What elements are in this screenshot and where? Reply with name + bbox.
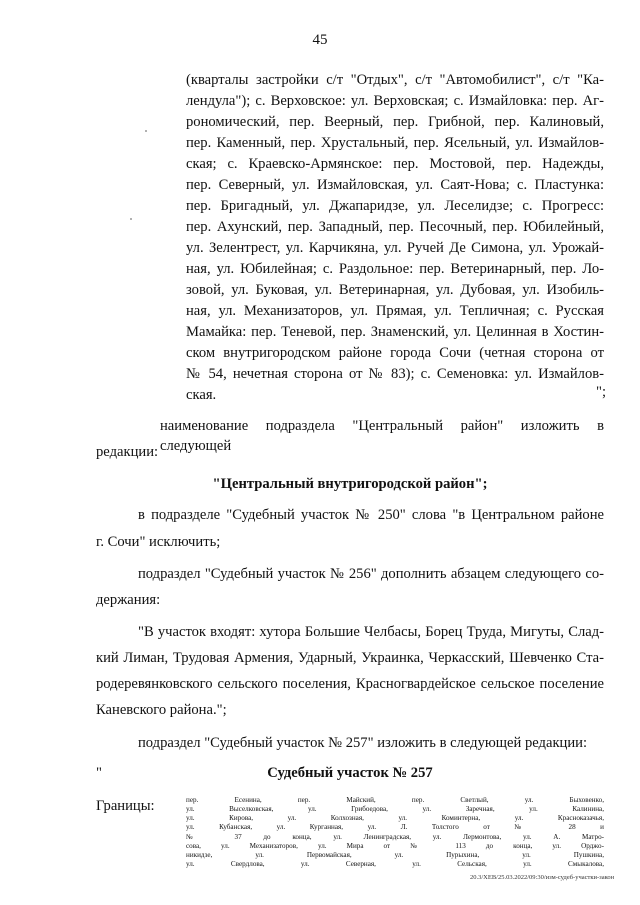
text-line: пер. Ахунский, пер. Западный, пер. Песочный, пер. Юбилейный, bbox=[186, 219, 604, 235]
text-line: ная, ул. Юбилейная; с. Раздольное: пер. Ветеринарный, пер. Ло- bbox=[186, 261, 604, 277]
closing-quote: "; bbox=[596, 384, 607, 400]
text-line: пер. Бригадный, ул. Джапаридзе, ул. Леселидзе; с. Прогресс: bbox=[186, 198, 604, 214]
paragraph-256-cont: держания: bbox=[96, 592, 161, 608]
text-line: пер. Каменный, пер. Хрустальный, пер. Ясельный, ул. Измайлов- bbox=[186, 135, 604, 151]
text-line: № 54, нечетная сторона от № 83); с. Семеновка: ул. Измайлов- bbox=[186, 366, 604, 382]
text-line: Мамайка: пер. Теневой, пер. Знаменский, ул. Целинная в Хостин- bbox=[186, 324, 604, 340]
paragraph-rename-central: наименование подраздела "Центральный район" изложить в следующей bbox=[160, 418, 604, 454]
text-line: ская; с. Краевско-Армянское: пер. Мостовой, пер. Надежды, bbox=[186, 156, 604, 172]
paragraph-250-cont: г. Сочи" исключить; bbox=[96, 534, 221, 550]
quote-line: кий Лиман, Трудовая Армения, Ударный, Украинка, Черкасский, Шевченко Ста- bbox=[96, 650, 604, 666]
boundaries-line: ул. Кубанская, ул. Курганная, ул. Л. Толстого от № 28 и bbox=[186, 823, 604, 832]
text-line: ная, ул. Механизаторов, ул. Прямая, ул. Тепличная; с. Русская bbox=[186, 303, 604, 319]
open-quote: " bbox=[96, 765, 102, 781]
quote-line: родеревянковского сельского поселения, Красногвардейское сельское поселение bbox=[96, 676, 604, 692]
boundaries-label: Границы: bbox=[96, 798, 155, 814]
text-line: лендула"); с. Верховское: ул. Верховская; с. Измайловка: пер. Аг- bbox=[186, 93, 604, 109]
text-line: ул. Зелентрест, ул. Карчикяна, ул. Ручей Де Симона, ул. Урожай- bbox=[186, 240, 604, 256]
boundaries-line: № 37 до конца, ул. Ленинградская, ул. Лермонтова, ул. А. Матро- bbox=[186, 832, 604, 841]
footer-document-code: 20.3/XEB/25.03.2022/09:30/изм-судеб-участки-закон bbox=[470, 874, 615, 881]
quote-line: Каневского района."; bbox=[96, 702, 227, 718]
boundaries-line: ул. Кирова, ул. Колхозная, ул. Коминтерна, ул. Красноказачья, bbox=[186, 814, 604, 823]
text-line: ском внутригородском районе города Сочи (четная сторона от bbox=[186, 345, 604, 361]
central-district-title: "Центральный внутригородской район"; bbox=[212, 476, 488, 492]
paragraph-rename-central-cont: редакции: bbox=[96, 444, 159, 460]
quote-line: "В участок входят: хутора Большие Челбасы, Борец Труда, Мигуты, Слад- bbox=[138, 624, 604, 640]
page-number: 45 bbox=[312, 32, 328, 48]
paragraph-257: подраздел "Судебный участок № 257" изложить в следующей редакции: bbox=[138, 735, 588, 751]
text-line: пер. Северный, ул. Измайловская, ул. Саят-Нова; с. Пластунка: bbox=[186, 177, 604, 193]
paragraph-256: подраздел "Судебный участок № 256" дополнить абзацем следующего со- bbox=[138, 566, 604, 582]
text-line: зовой, ул. Буковая, ул. Ветеринарная, ул. Дубовая, ул. Изобиль- bbox=[186, 282, 604, 298]
boundaries-line: сова, ул. Механизаторов, ул. Мира от № 113 до конца, ул. Орджо- bbox=[186, 841, 604, 850]
boundaries-line: ул. Свердлова, ул. Северная, ул. Сельская, ул. Смыкалова, bbox=[186, 860, 604, 868]
scan-speck bbox=[145, 130, 147, 132]
paragraph-250: в подразделе "Судебный участок № 250" слова "в Центральном районе bbox=[138, 507, 604, 523]
text-line: ская. bbox=[186, 387, 217, 403]
boundaries-line: пер. Есенина, пер. Майский, пер. Светлый, ул. Быховенко, bbox=[186, 796, 604, 804]
section-title: Судебный участок № 257 bbox=[267, 765, 433, 781]
boundaries-line: никидзе, ул. Первомайская, ул. Пурыхина, ул. Пушкина, bbox=[186, 850, 604, 859]
text-line: рономический, пер. Веерный, пер. Грибной, пер. Калиновый, bbox=[186, 114, 604, 130]
scan-speck bbox=[130, 218, 132, 220]
text-line: (кварталы застройки с/т "Отдых", с/т "Автомобилист", с/т "Ка- bbox=[186, 72, 604, 88]
boundaries-line: ул. Выселковская, ул. Грибоедова, ул. Заречная, ул. Калинина, bbox=[186, 805, 604, 814]
